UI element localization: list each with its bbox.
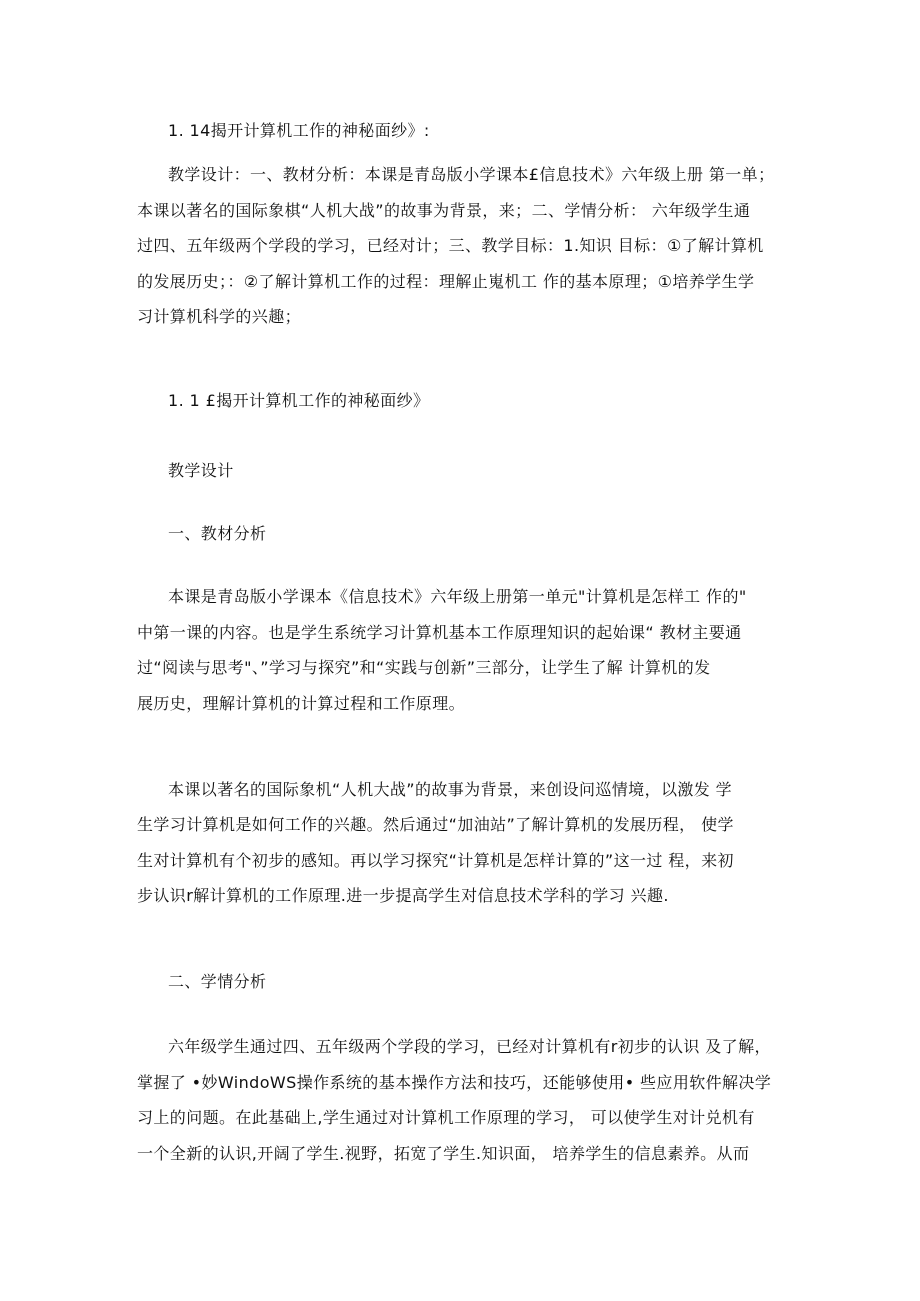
document-heading-3: 教学设计 <box>168 461 234 480</box>
document-heading-1: 1. 14揭开计算机工作的神秘面纱》: <box>168 121 430 140</box>
summary-line: 的发展历史；：②了解计算机工作的过程：理解止嵬机工 作的基本原理；①培养学生学 <box>137 272 755 291</box>
section-title-materials: 一、教材分析 <box>168 524 267 543</box>
summary-line: 教学设计：一、教材分析：本课是青岛版小学课本£信息技术》六年级上册 第一单； <box>168 165 775 184</box>
summary-line: 习计算机科学的兴趣； <box>137 307 302 326</box>
paragraph-line: 过“阅读与思考"、”学习与探究”和“实践与创新”三部分，让学生了解 计算机的发 <box>137 658 711 677</box>
paragraph-line: 展历史，理解计算机的计算过程和工作原理。 <box>137 694 466 713</box>
paragraph-line: 生对计算机有个初步的感知。再以学习探究“计算机是怎样计算的”这一过 程，来初 <box>137 851 734 870</box>
paragraph-line: 六年级学生通过四、五年级两个学段的学习，已经对计算机有r初步的认识 及了解， <box>168 1037 771 1056</box>
paragraph-line: 本课是青岛版小学课本《信息技术》六年级上册第一单元"计算机是怎样工 作的" <box>168 587 747 606</box>
paragraph-line: 生学习计算机是如何工作的兴趣。然后通过“加油站”了解计算机的发展历程， 使学 <box>137 815 734 834</box>
paragraph-line: 中第一课的内容。也是学生系统学习计算机基本工作原理知识的起始课“ 教材主要通 <box>137 623 742 642</box>
paragraph-line: 本课以著名的国际象机“人机大战”的故事为背景，来创设问巡情境，以激发 学 <box>168 780 733 799</box>
paragraph-line: 习上的问题。在此基础上,学生通过对计算机工作原理的学习， 可以使学生对计兑机有 <box>137 1108 755 1127</box>
document-heading-2: 1. 1 £揭开计算机工作的神秘面纱》 <box>168 391 430 410</box>
summary-line: 本课以著名的国际象棋“人机大战”的故事为背景，来；二、学情分析： 六年级学生通 <box>137 201 751 220</box>
summary-line: 过四、五年级两个学段的学习，已经对计；三、教学目标：1.知识 目标：①了解计算机 <box>137 236 764 255</box>
paragraph-line: 一个全新的认识,开阔了学生.视野，拓宽了学生.知识面， 培养学生的信息素养。从而 <box>137 1144 750 1163</box>
paragraph-line: 步认识r解计算机的工作原理.进一步提高学生对信息技术学科的学习 兴趣. <box>137 886 669 905</box>
section-title-learners: 二、学情分析 <box>168 972 267 991</box>
paragraph-line: 掌握了 •妙WindoWS操作系统的基本操作方法和技巧，还能够使用• 些应用软件解决学 <box>137 1073 772 1092</box>
